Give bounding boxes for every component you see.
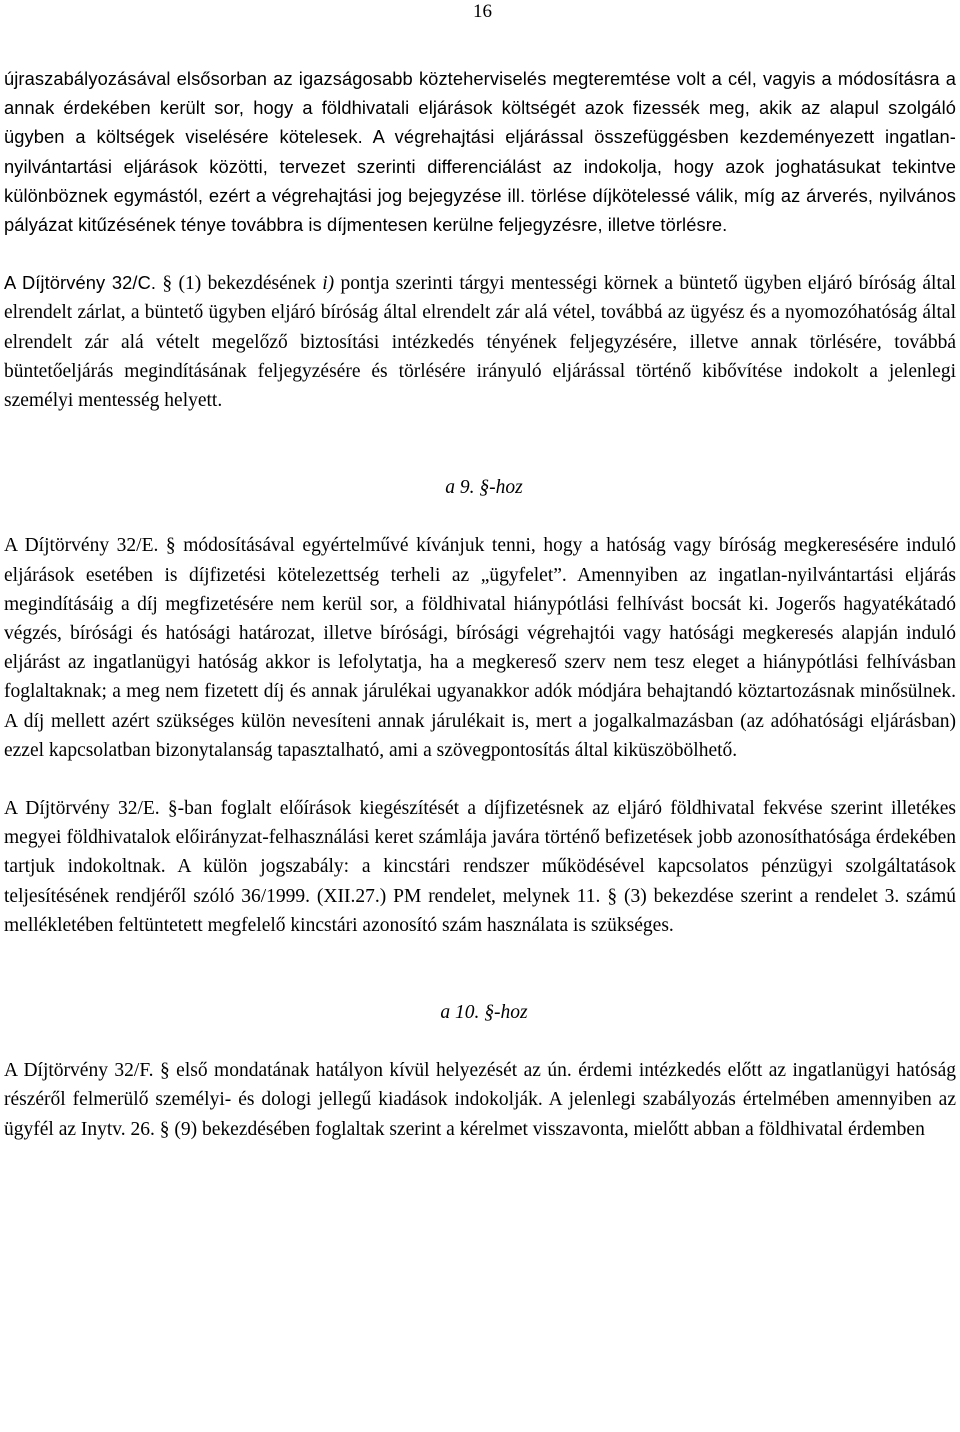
paragraph-32c (4, 268, 956, 415)
heading-spacer (4, 1027, 956, 1056)
paragraph-32e-supplement: A Díjtörvény 32/E. §-ban foglalt előírások kiegészítését a díjfizetésnek az eljáró földhivatal fekvése szerint illetékes megyei földhivatalok előirányzat-felhasználási keret számlája javára történő befizetések jobb azonosíthatósága érdekében tartjuk indokoltnak. A külön jogszabály: a kincstári rendszer működésével kapcsolatos pénzügyi szolgáltatások teljesítésének rendjéről szóló 36/1999. (XII.27.) PM rendelet, melynek 11. § (3) bekezdése szerint a rendelet 3. számú mellékletében feltüntetett megfelelő kincstári azonosító szám használata is szükséges. (4, 798, 956, 936)
paragraph-32c-text-b: pontja szerinti tárgyi mentességi körnek a büntető ügyben eljáró bíróság által elrendelt zárlat, a büntető ügyben eljáró bíróság által elrendelt zár alá vétel, továbbá az ügyész és a nyomozóhatóság által elrendelt zár alá vételt megelőző biztosítási intézkedés tényének feljegyzésére, illetve annak törlésére, továbbá büntetőeljárás megindításának feljegyzésére és törlésére irányuló eljárással történő kibővítése indokolt a jelenlegi személyi mentesség helyett. (4, 273, 956, 412)
paragraph-32c-lead: A Díjtörvény 32/C. (4, 272, 157, 294)
paragraph-intro: újraszabályozásával elsősorban az igazságosabb közteherviselés megteremtése volt a cél, vagyis a módosításra a annak érdekében került sor, hogy a földhivatali eljárások költségét azok fizessék meg, akik az alapul szolgáló ügyben a költségek viselésére kötelesek. A végrehajtási eljárással összefüggésben kezdeményezett ingatlan-nyilvántartási eljárások közötti, tervezet szerinti differenciálást az indokolja, hogy azok joghatásukat tekintve különböznek egymástól, ezért a végrehajtási jog bejegyzése ill. törlése díjkötelessé válik, míg az árverés, nyilvános pályázat kitűzésének ténye továbbra is díjmentesen kerülne feljegyzésre, illetve törlésre. (4, 68, 956, 236)
paragraph-32c-text-a: § (1) bekezdésének (156, 273, 323, 295)
paragraph-32c-point: i) (322, 273, 335, 295)
section-spacer (4, 415, 956, 473)
paragraph-spacer (4, 765, 956, 794)
document-body (4, 64, 956, 1144)
paragraph-32e-modification: A Díjtörvény 32/E. § módosításával egyértelművé kívánjuk tenni, hogy a hatóság vagy bíróság megkeresésére induló eljárások esetében is díjfizetési kötelezettség terheli az „ügyfelet”. Amennyiben az ingatlan-nyilvántartási eljárás megindításáig a díj megfizetésére nem kerül sor, a földhivatal hiánypótlási felhívást bocsát ki. Jogerős hagyatékátadó végzés, bírósági és hatósági határozat, illetve bírósági, bírósági végrehajtói vagy hatósági megkeresés alapján induló eljárást az ingatlanügyi hatóság akkor is lefolytatja, ha a megkereső szerv nem tesz eleget a hiánypótlási felhívásban foglaltaknak; a meg nem fizetett díj és annak járulékai ugyanakkor adók módjára behajtandó köztartozásnak minősülnek. A díj mellett azért szükséges külön nevesíteni annak járulékait is, mert a jogalkalmazásban (az adóhatósági eljárásban) ezzel kapcsolatban bizonytalanság tapasztalható, ami a szövegpontosítás által kiküszöbölhető. (4, 535, 956, 761)
section-heading-10: a 10. §-hoz (440, 1002, 528, 1024)
section-spacer (4, 940, 956, 998)
section-heading-9: a 9. §-hoz (445, 477, 523, 499)
paragraph-32f: A Díjtörvény 32/F. § első mondatának hatályon kívül helyezését az ún. érdemi intézkedés előtt az ingatlanügyi hatóság részéről felmerülő személyi- és dologi jellegű kiadások indokolják. A jelenlegi szabályozás értelmében amennyiben az ügyfél az Inytv. 26. § (9) bekezdésében foglaltak szerint a kérelmet visszavonta, mielőtt abban a földhivatal érdemben (4, 1060, 956, 1140)
paragraph-spacer (4, 239, 956, 268)
heading-spacer (4, 502, 956, 531)
page-number: 16 (473, 1, 492, 22)
